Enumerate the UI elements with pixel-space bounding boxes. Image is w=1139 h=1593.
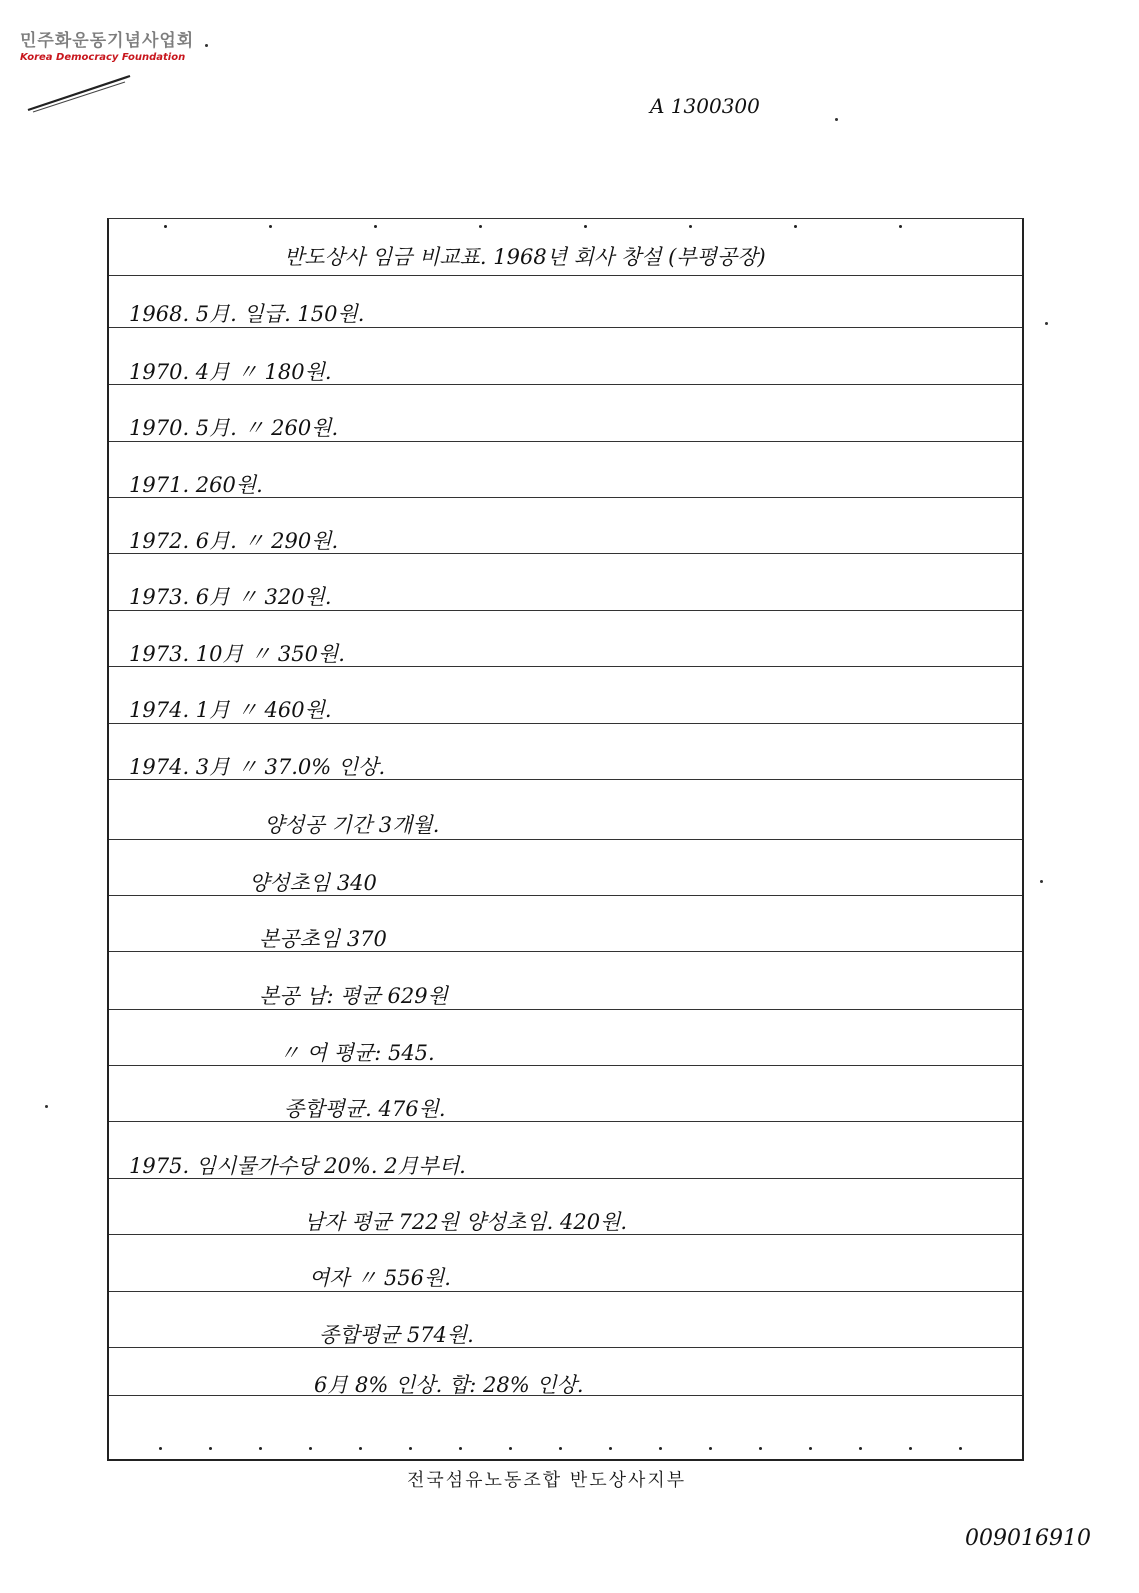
pen-stroke-mark <box>25 70 135 115</box>
scan-speck <box>45 1105 48 1108</box>
handwritten-line: 1972. 6月. 〃 290원. <box>129 529 339 553</box>
scan-speck <box>1040 880 1043 883</box>
handwritten-line: 본공초임 370 <box>259 927 387 951</box>
handwritten-line: 〃 여 평균: 545. <box>279 1041 435 1065</box>
handwritten-line: 1973. 6月 〃 320원. <box>129 585 332 609</box>
ruled-line <box>109 839 1022 840</box>
ruled-line <box>109 1291 1022 1292</box>
handwritten-line: 1968. 5月. 일급. 150원. <box>129 302 365 326</box>
ruled-line <box>109 895 1022 896</box>
ruled-line <box>109 1009 1022 1010</box>
handwritten-line: 1975. 임시물가수당 20%. 2月부터. <box>129 1154 466 1178</box>
logo-korean-text: 민주화운동기념사업회 <box>20 31 195 51</box>
page-number: 009016910 <box>965 1526 1091 1551</box>
handwritten-title: 반도상사 임금 비교표. 1968년 회사 창설 (부평공장) <box>284 245 766 269</box>
lined-paper-sheet <box>107 218 1024 1461</box>
bottom-dot-row <box>109 1447 1022 1451</box>
foundation-logo <box>20 26 194 63</box>
ruled-line <box>109 275 1022 276</box>
handwritten-line: 1971. 260원. <box>129 473 263 497</box>
scan-speck <box>835 118 838 121</box>
ruled-line <box>109 951 1022 952</box>
handwritten-line: 6月 8% 인상. 합: 28% 인상. <box>314 1373 584 1397</box>
ruled-line <box>109 1347 1022 1348</box>
scan-speck <box>1045 322 1048 325</box>
handwritten-line: 1970. 4月 〃 180원. <box>129 360 332 384</box>
handwritten-line: 1970. 5月. 〃 260원. <box>129 416 339 440</box>
handwritten-line: 여자 〃 556원. <box>309 1266 451 1290</box>
handwritten-line: 양성공 기간 3개월. <box>264 813 440 837</box>
handwritten-line: 본공 남: 평균 629원 <box>259 984 448 1008</box>
document-number: A 1300300 <box>650 94 760 118</box>
handwritten-line: 1974. 1月 〃 460원. <box>129 698 332 722</box>
ruled-line <box>109 1121 1022 1122</box>
handwritten-line: 남자 평균 722원 양성초임. 420원. <box>304 1210 628 1234</box>
logo-english-text: Korea Democracy Foundation <box>20 52 186 63</box>
handwritten-line: 1974. 3月 〃 37.0% 인상. <box>129 755 386 779</box>
handwritten-line: 양성초임 340 <box>249 871 377 895</box>
top-dot-row <box>109 225 1022 229</box>
ruled-line <box>109 1065 1022 1066</box>
union-footer: 전국섬유노동조합 반도상사지부 <box>407 1470 687 1491</box>
handwritten-line: 종합평균 574원. <box>319 1323 474 1347</box>
handwritten-line: 1973. 10月 〃 350원. <box>129 642 345 666</box>
handwritten-line: 종합평균. 476원. <box>284 1097 446 1121</box>
scan-speck <box>205 44 208 47</box>
